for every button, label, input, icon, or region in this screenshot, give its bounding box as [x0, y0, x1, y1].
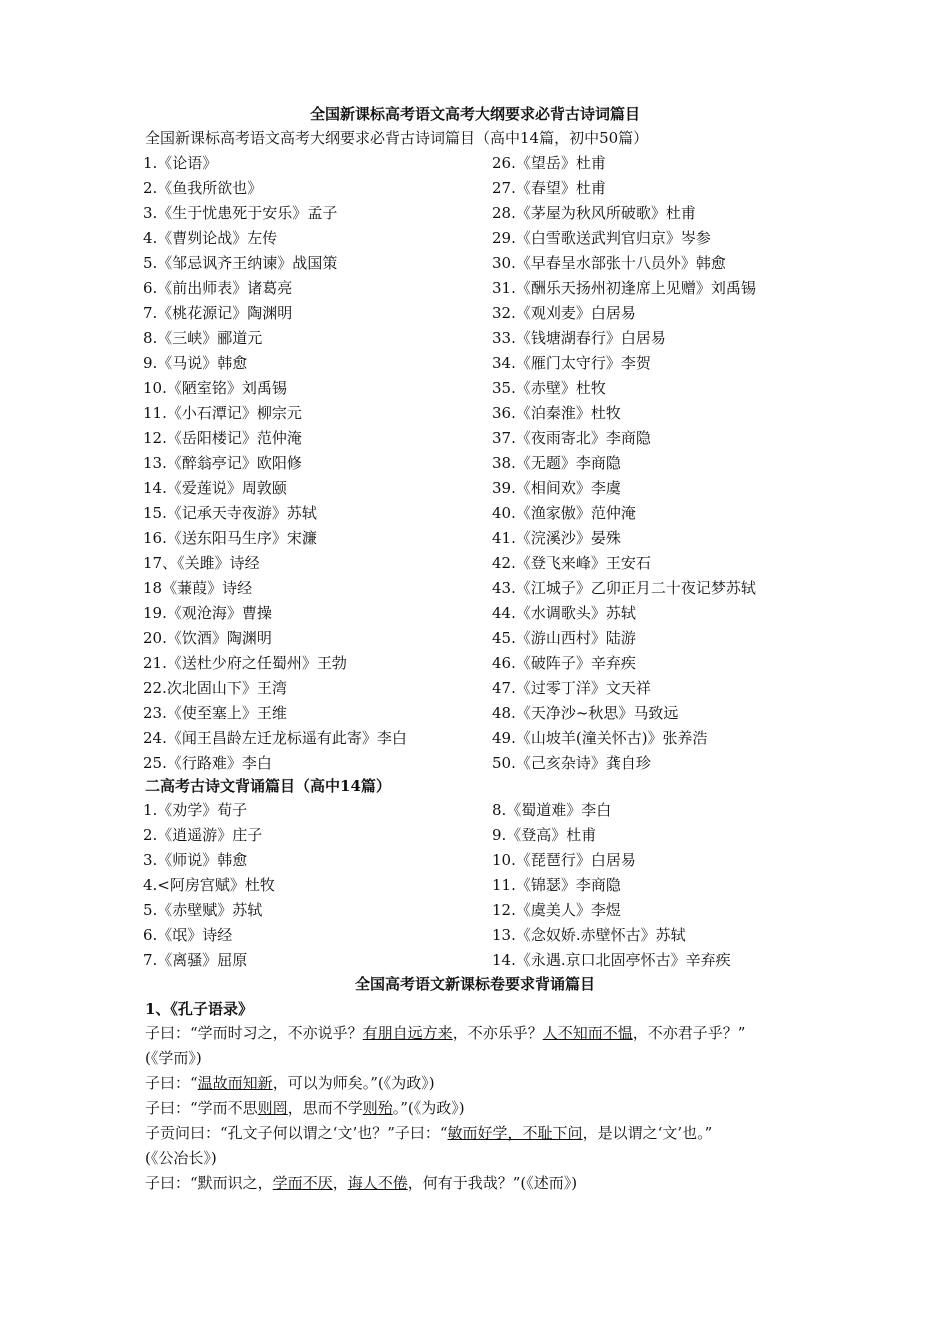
document-title: 全国新课标高考语文高考大纲要求必背古诗词篇目	[309, 105, 640, 123]
quote-paragraph	[145, 1121, 825, 1146]
list2-left-column	[143, 798, 275, 973]
quote-paragraph	[145, 1021, 825, 1046]
list-item: 3.《师说》韩愈	[143, 851, 248, 869]
list1-right-column	[492, 151, 756, 776]
list-item: 23.《使至塞上》王维	[143, 704, 287, 722]
list-item: 41.《浣溪沙》晏殊	[492, 529, 621, 547]
list-item: 31.《酬乐天扬州初逢席上见赠》刘禹锡	[492, 279, 756, 297]
list-item: 5.《邹忌讽齐王纳谏》战国策	[143, 254, 338, 272]
quote-text: 子曰：“默而识之，	[145, 1174, 273, 1192]
list-item: 6.《前出师表》诸葛亮	[143, 279, 293, 297]
list-item: 1.《论语》	[143, 154, 218, 172]
list-item: 34.《雁门太守行》李贺	[492, 354, 651, 372]
list-item: 18《蒹葭》诗经	[143, 579, 253, 597]
list-item: 2.《逍遥游》庄子	[143, 826, 263, 844]
list-item: 10.《陋室铭》刘禹锡	[143, 379, 287, 397]
quote-text: ，可以为师矣。”(《为政》)	[272, 1074, 435, 1092]
list-item: 45.《游山西村》陆游	[492, 629, 636, 647]
list-item: 50.《己亥杂诗》龚自珍	[492, 754, 651, 772]
quote-underlined: 人不知而不愠	[542, 1024, 633, 1042]
list-item: 43.《江城子》乙卯正月二十夜记梦苏轼	[492, 579, 756, 597]
list-item: 3.《生于忧患死于安乐》孟子	[143, 204, 338, 222]
list-item: 13.《念奴娇.赤壁怀古》苏轼	[492, 926, 686, 944]
list-item: 8.《三峡》郦道元	[143, 329, 263, 347]
list-item: 33.《钱塘湖春行》白居易	[492, 329, 666, 347]
quote-underlined: 则罔	[257, 1099, 288, 1117]
list-item: 6.《氓》诗经	[143, 926, 233, 944]
list2-right-column	[492, 798, 731, 973]
quote-underlined: 敏而好学，不耻下问	[447, 1124, 583, 1142]
list-item: 28.《茅屋为秋风所破歌》杜甫	[492, 204, 696, 222]
quote-text: ，	[332, 1174, 348, 1192]
list-item: 12.《岳阳楼记》范仲淹	[143, 429, 302, 447]
section3-title: 全国高考语文新课标卷要求背诵篇目	[354, 975, 595, 993]
list-item: 46.《破阵子》辛弃疾	[492, 654, 636, 672]
quote-text: ，何有于我哉？”(《述而》)	[407, 1174, 578, 1192]
quote-underlined: 有朋自远方来	[362, 1024, 453, 1042]
list-item: 17、《关雎》诗经	[143, 554, 260, 572]
list-item: 24.《闻王昌龄左迁龙标遥有此寄》李白	[143, 729, 407, 747]
list-item: 26.《望岳》杜甫	[492, 154, 606, 172]
list-item: 29.《白雪歌送武判官归京》岑参	[492, 229, 711, 247]
list-item: 7.《离骚》屈原	[143, 951, 248, 969]
list-item: 38.《无题》李商隐	[492, 454, 621, 472]
list-item: 27.《春望》杜甫	[492, 179, 606, 197]
list-item: 44.《水调歌头》苏轼	[492, 604, 636, 622]
quote-source: (《学而》)	[145, 1049, 202, 1067]
quote-underlined: 学而不厌	[272, 1174, 333, 1192]
quotes-body	[145, 1021, 825, 1196]
list-item: 1.《劝学》荀子	[143, 801, 248, 819]
list-item: 14.《永遇.京口北固亭怀古》辛弃疾	[492, 951, 731, 969]
list1-left-column	[143, 151, 407, 776]
list-item: 48.《天净沙~秋思》马致远	[492, 704, 679, 722]
quote-text: ，思而不学	[287, 1099, 363, 1117]
list-item: 9.《马说》韩愈	[143, 354, 248, 372]
quote-text: 。”(《为政》)	[392, 1099, 465, 1117]
list-item: 40.《渔家傲》范仲淹	[492, 504, 636, 522]
quote-paragraph	[145, 1096, 825, 1121]
list-item: 47.《过零丁洋》文天祥	[492, 679, 651, 697]
list-item: 20.《饮酒》陶渊明	[143, 629, 272, 647]
quote-text: 子曰：“学而不思	[145, 1099, 258, 1117]
list-item: 49.《山坡羊(潼关怀古)》张养浩	[492, 729, 708, 747]
quote-underlined: 则殆	[362, 1099, 393, 1117]
list-item: 37.《夜雨寄北》李商隐	[492, 429, 651, 447]
list-item: 22.次北固山下》王湾	[143, 679, 287, 697]
list-item: 7.《桃花源记》陶渊明	[143, 304, 293, 322]
quote-paragraph	[145, 1171, 825, 1196]
list-item: 4.《曹刿论战》左传	[143, 229, 278, 247]
list-item: 25.《行路难》李白	[143, 754, 272, 772]
list-item: 2.《鱼我所欲也》	[143, 179, 263, 197]
list-item: 39.《相间欢》李虞	[492, 479, 621, 497]
list-item: 10.《琵琶行》白居易	[492, 851, 636, 869]
list-item: 14.《爱莲说》周敦颐	[143, 479, 287, 497]
quote-text: 子曰：“学而时习之，不亦说乎？	[145, 1024, 363, 1042]
list-item: 32.《观刈麦》白居易	[492, 304, 636, 322]
section3-subheading: 1、《孔子语录》	[145, 1000, 253, 1018]
quote-source: (《公冶长》)	[145, 1149, 217, 1167]
list-item: 13.《醉翁亭记》欧阳修	[143, 454, 302, 472]
document-subtitle: 全国新课标高考语文高考大纲要求必背古诗词篇目（高中14篇，初中50篇）	[145, 129, 649, 147]
list-item: 4.<阿房宫赋》杜牧	[143, 876, 275, 894]
list-item: 19.《观沧海》曹操	[143, 604, 272, 622]
quote-underlined: 诲人不倦	[347, 1174, 408, 1192]
quote-text: 子贡问曰：“孔文子何以谓之‘文’也？”子曰：“	[145, 1124, 448, 1142]
list-item: 36.《泊秦淮》杜牧	[492, 404, 621, 422]
list-item: 11.《小石潭记》柳宗元	[143, 404, 302, 422]
quote-text: ，是以谓之‘文’也。”	[582, 1124, 713, 1142]
quote-text: ，不亦乐乎？	[452, 1024, 543, 1042]
quote-text: 子曰：“	[145, 1074, 198, 1092]
section2-heading: 二高考古诗文背诵篇目（高中14篇）	[145, 777, 391, 795]
list-item: 35.《赤壁》杜牧	[492, 379, 606, 397]
quote-text: ，不亦君子乎？”	[632, 1024, 746, 1042]
list-item: 42.《登飞来峰》王安石	[492, 554, 651, 572]
list-item: 30.《早春呈水部张十八员外》韩愈	[492, 254, 726, 272]
list-item: 15.《记承天寺夜游》苏轼	[143, 504, 317, 522]
list-item: 5.《赤壁赋》苏轼	[143, 901, 263, 919]
list-item: 9.《登高》杜甫	[492, 826, 597, 844]
quote-underlined: 温故而知新	[197, 1074, 273, 1092]
list-item: 16.《送东阳马生序》宋濂	[143, 529, 317, 547]
list-item: 12.《虞美人》李煜	[492, 901, 621, 919]
list-item: 21.《送杜少府之任蜀州》王勃	[143, 654, 347, 672]
list-item: 11.《锦瑟》李商隐	[492, 876, 621, 894]
quote-paragraph	[145, 1071, 825, 1096]
list-item: 8.《蜀道难》李白	[492, 801, 612, 819]
